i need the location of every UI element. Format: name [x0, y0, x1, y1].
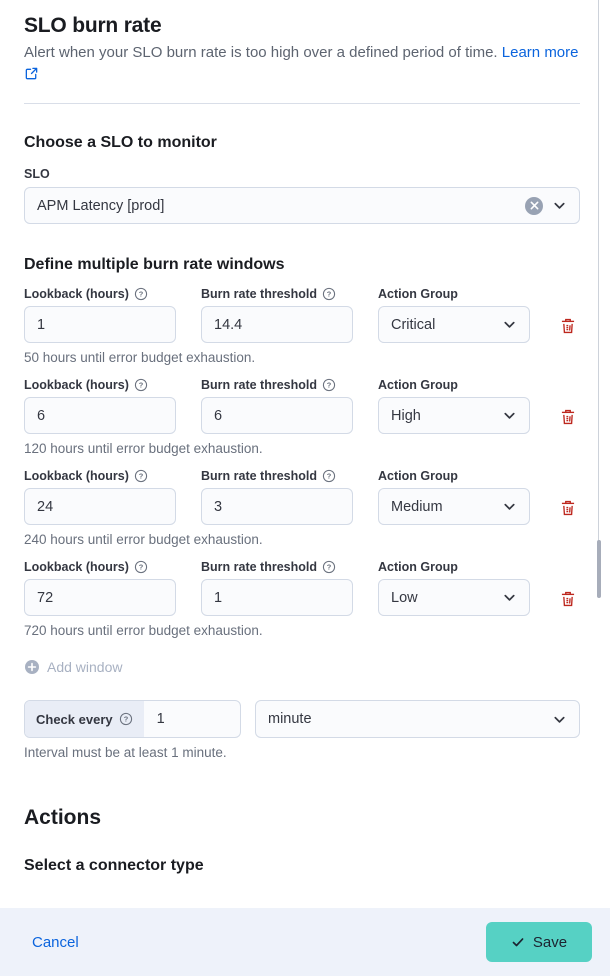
action-group-select[interactable]: Medium	[378, 488, 530, 525]
help-icon[interactable]	[134, 560, 148, 574]
lookback-input[interactable]: 6	[24, 397, 176, 434]
scrollbar-track[interactable]	[598, 0, 599, 590]
interval-unit-select[interactable]: minute	[255, 700, 580, 738]
lookback-input[interactable]: 24	[24, 488, 176, 525]
save-button-label: Save	[532, 933, 568, 951]
header-divider	[24, 103, 580, 104]
svg-text:?: ?	[123, 714, 128, 724]
lookback-label: Lookback (hours) ?	[24, 287, 176, 301]
lookback-input[interactable]: 1	[24, 306, 176, 343]
threshold-input[interactable]: 1	[201, 579, 353, 616]
learn-more-link[interactable]: Learn more	[501, 44, 579, 61]
burn-rate-window-row	[24, 287, 580, 365]
actions-heading: Actions	[24, 806, 102, 829]
delete-window-button[interactable]	[557, 406, 579, 428]
interval-value-input[interactable]: 1	[156, 711, 165, 727]
svg-text:?: ?	[138, 562, 144, 572]
action-group-select[interactable]: Low	[378, 579, 530, 616]
burn-rate-window-row	[24, 469, 580, 547]
save-button[interactable]	[486, 922, 592, 962]
trash-icon	[559, 408, 577, 426]
page-description	[24, 43, 580, 63]
window-hint: 720 hours until error budget exhaustion.	[24, 623, 263, 638]
help-icon[interactable]	[134, 378, 148, 392]
svg-text:?: ?	[326, 380, 332, 390]
svg-text:?: ?	[326, 562, 332, 572]
delete-window-button[interactable]	[557, 315, 579, 337]
lookback-label: Lookback (hours) ?	[24, 469, 176, 483]
help-icon[interactable]	[134, 469, 148, 483]
delete-window-button[interactable]	[557, 588, 579, 610]
lookback-label: Lookback (hours) ?	[24, 378, 176, 392]
cancel-button[interactable]: Cancel	[32, 933, 79, 951]
action-group-label: Action Group	[378, 560, 458, 574]
action-group-label: Action Group	[378, 378, 458, 392]
svg-text:?: ?	[138, 289, 144, 299]
slo-section-heading: Choose a SLO to monitor	[24, 134, 217, 151]
threshold-input[interactable]: 3	[201, 488, 353, 525]
chevron-down-icon	[502, 590, 517, 605]
svg-text:?: ?	[138, 380, 144, 390]
action-group-select[interactable]: High	[378, 397, 530, 434]
chevron-down-icon	[502, 317, 517, 332]
help-icon[interactable]	[322, 378, 336, 392]
threshold-input[interactable]: 14.4	[201, 306, 353, 343]
plus-circle-icon	[24, 659, 40, 675]
help-icon[interactable]	[322, 287, 336, 301]
threshold-input[interactable]: 6	[201, 397, 353, 434]
chevron-down-icon	[502, 408, 517, 423]
page-title: SLO burn rate	[24, 14, 162, 37]
clear-selection-icon[interactable]	[525, 197, 543, 215]
check-every-group	[24, 700, 241, 738]
check-icon	[511, 935, 525, 949]
slo-field-label: SLO	[24, 167, 50, 181]
threshold-label: Burn rate threshold ?	[201, 287, 353, 301]
slo-combobox[interactable]	[24, 187, 580, 224]
help-icon[interactable]	[322, 560, 336, 574]
action-group-label: Action Group	[378, 287, 458, 301]
delete-window-button[interactable]	[557, 497, 579, 519]
action-group-label: Action Group	[378, 469, 458, 483]
connector-type-heading: Select a connector type	[24, 857, 204, 874]
threshold-label: Burn rate threshold ?	[201, 469, 353, 483]
slo-combobox-value: APM Latency [prod]	[37, 197, 165, 214]
windows-section-heading: Define multiple burn rate windows	[24, 256, 285, 273]
scrollbar-thumb[interactable]	[597, 540, 601, 598]
add-window-button[interactable]	[24, 659, 123, 675]
flyout-footer	[0, 908, 610, 976]
burn-rate-window-row	[24, 560, 580, 638]
threshold-label: Burn rate threshold ?	[201, 378, 353, 392]
burn-rate-window-row	[24, 378, 580, 456]
svg-text:?: ?	[138, 471, 144, 481]
window-hint: 240 hours until error budget exhaustion.	[24, 532, 263, 547]
action-group-select[interactable]: Critical	[378, 306, 530, 343]
chevron-down-icon	[502, 499, 517, 514]
check-every-prepend: Check every ?	[25, 701, 144, 737]
help-icon[interactable]	[322, 469, 336, 483]
chevron-down-icon[interactable]	[552, 198, 567, 213]
help-icon[interactable]	[134, 287, 148, 301]
lookback-input[interactable]: 72	[24, 579, 176, 616]
page-description-text: Alert when your SLO burn rate is too high over a defined period of time.	[24, 44, 498, 61]
help-icon[interactable]	[119, 712, 133, 726]
svg-text:?: ?	[326, 289, 332, 299]
chevron-down-icon	[552, 712, 567, 727]
trash-icon	[559, 499, 577, 517]
external-link-icon[interactable]	[24, 66, 580, 81]
add-window-label: Add window	[47, 659, 123, 675]
threshold-label: Burn rate threshold ?	[201, 560, 353, 574]
trash-icon	[559, 317, 577, 335]
svg-text:?: ?	[326, 471, 332, 481]
window-hint: 50 hours until error budget exhaustion.	[24, 350, 256, 365]
interval-hint: Interval must be at least 1 minute.	[24, 745, 227, 760]
trash-icon	[559, 590, 577, 608]
lookback-label: Lookback (hours) ?	[24, 560, 176, 574]
window-hint: 120 hours until error budget exhaustion.	[24, 441, 263, 456]
